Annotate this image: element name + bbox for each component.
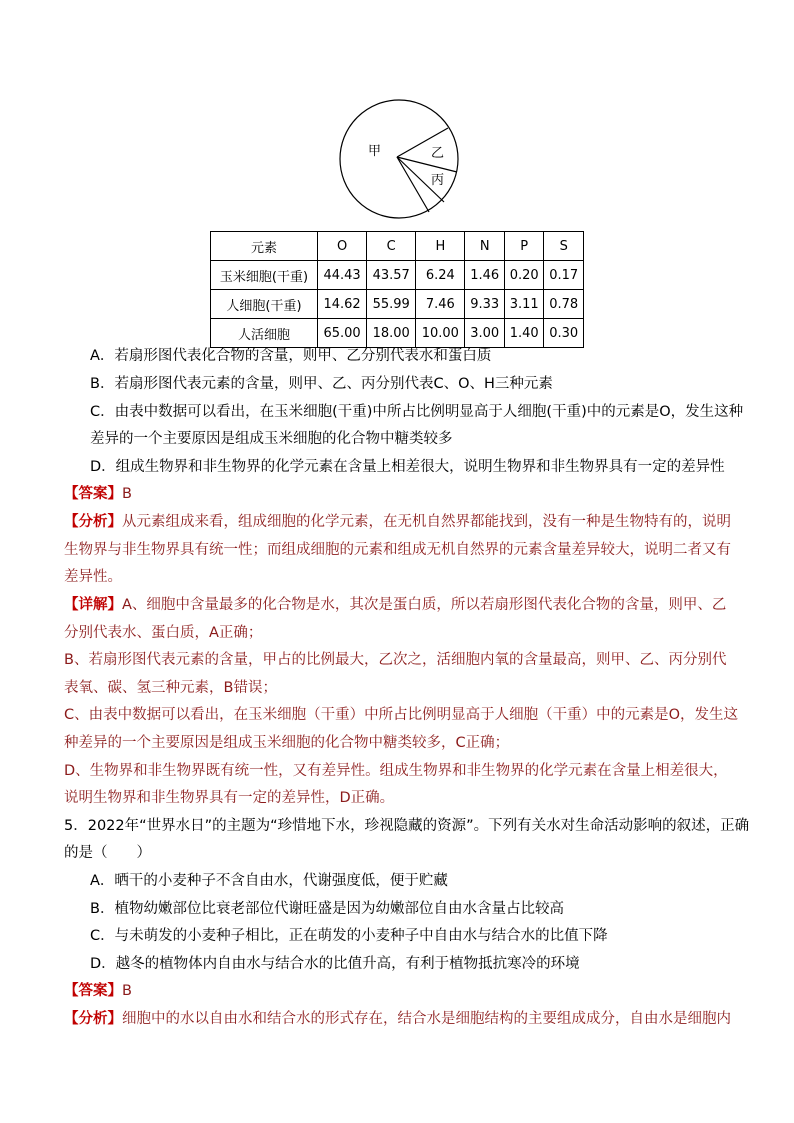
- detail-tag: 【详解】: [64, 597, 122, 613]
- q5-option-c: C．与未萌发的小麦种子相比，正在萌发的小麦种子中自由水与结合水的比值下降: [90, 928, 608, 944]
- table-cell: 3.00: [465, 319, 505, 348]
- table-row: [211, 290, 584, 319]
- table-cell: 9.33: [465, 290, 505, 319]
- q4-analysis-line-2: 生物界与非生物界具有统一性；而组成细胞的元素和组成无机自然界的元素含量差异较大，说明二者又有: [64, 542, 731, 558]
- table-row: [211, 261, 584, 290]
- q5-option-d: D．越冬的植物体内自由水与结合水的比值升高，有利于植物抵抗寒冷的环境: [90, 956, 580, 972]
- q4-option-d: D．组成生物界和非生物界的化学元素在含量上相差很大，说明生物界和非生物界具有一定的差异性: [90, 459, 725, 475]
- answer-tag: 【答案】: [64, 983, 122, 999]
- table-cell: 7.46: [416, 290, 465, 319]
- table-cell: 44.43: [318, 261, 367, 290]
- pie-divider-4: [397, 157, 429, 212]
- q4-option-c-cont: 差异的一个主要原因是组成玉米细胞的化合物中糖类较多: [90, 431, 453, 447]
- q5-option-a: A．晒干的小麦种子不含自由水，代谢强度低，便于贮藏: [90, 873, 448, 889]
- table-cell: 0.78: [544, 290, 584, 319]
- q5-option-b: B．植物幼嫩部位比衰老部位代谢旺盛是因为幼嫩部位自由水含量占比较高: [90, 901, 564, 917]
- q4-analysis: [64, 511, 731, 533]
- q4-answer: [64, 483, 132, 505]
- q4-detail-line-6: 种差异的一个主要原因是组成玉米细胞的化合物中糖类较多，C正确；: [64, 735, 510, 751]
- table-header-cell: O: [318, 232, 367, 261]
- pie-label-yi: 乙: [431, 146, 445, 161]
- q4-detail-line-2: 分别代表水、蛋白质，A正确；: [64, 625, 263, 641]
- table-header-cell: C: [367, 232, 416, 261]
- table-cell: 3.11: [504, 290, 544, 319]
- table-header-cell: P: [504, 232, 544, 261]
- table-cell: 43.57: [367, 261, 416, 290]
- table-cell: 6.24: [416, 261, 465, 290]
- table-header-cell: H: [416, 232, 465, 261]
- table-cell: 人活细胞: [211, 319, 318, 348]
- q4-analysis-line-3: 差异性。: [64, 569, 122, 585]
- q4-option-a: A．若扇形图代表化合物的含量，则甲、乙分别代表水和蛋白质: [90, 348, 492, 364]
- q4-detail-line-7: D、生物界和非生物界既有统一性，又有差异性。组成生物界和非生物界的化学元素在含量上相差很大，: [64, 763, 728, 779]
- detail-text: A、细胞中含量最多的化合物是水，其次是蛋白质，所以若扇形图代表化合物的含量，则甲、乙: [122, 597, 727, 613]
- table-header-cell: N: [465, 232, 505, 261]
- pie-divider-2: [397, 157, 457, 172]
- table-cell: 0.17: [544, 261, 584, 290]
- q5-stem-line-2: 的是（ ）: [64, 845, 151, 861]
- analysis-tag: 【分析】: [64, 514, 122, 530]
- q4-detail-line-5: C、由表中数据可以看出，在玉米细胞（干重）中所占比例明显高于人细胞（干重）中的元素是O，发生这: [64, 707, 739, 723]
- table-header-cell: S: [544, 232, 584, 261]
- analysis-text: 从元素组成来看，组成细胞的化学元素，在无机自然界都能找到，没有一种是生物特有的，说明: [122, 514, 731, 530]
- element-content-table: [210, 231, 584, 348]
- analysis-tag: 【分析】: [64, 1011, 122, 1027]
- table-cell: 0.20: [504, 261, 544, 290]
- table-header-cell: 元素: [211, 232, 318, 261]
- pie-label-bing: 丙: [431, 173, 445, 188]
- table-cell: 55.99: [367, 290, 416, 319]
- q4-detail-line-8: 说明生物界和非生物界具有一定的差异性，D正确。: [64, 790, 395, 806]
- table-cell: 65.00: [318, 319, 367, 348]
- q4-option-b: B．若扇形图代表元素的含量，则甲、乙、丙分别代表C、O、H三种元素: [90, 376, 553, 392]
- table-cell: 18.00: [367, 319, 416, 348]
- pie-figure: [338, 98, 460, 220]
- q4-detail: [64, 594, 726, 616]
- answer-value: B: [122, 983, 132, 999]
- table-cell: 10.00: [416, 319, 465, 348]
- pie-label-jia: 甲: [368, 144, 382, 159]
- table-cell: 1.46: [465, 261, 505, 290]
- q5-answer: [64, 980, 132, 1002]
- table-cell: 1.40: [504, 319, 544, 348]
- table-cell: 玉米细胞(干重): [211, 261, 318, 290]
- q5-stem: 5．2022年“世界水日”的主题为“珍惜地下水，珍视隐藏的资源”。下列有关水对生命活动影响的叙述，正确: [64, 818, 750, 834]
- table-header-row: [211, 232, 584, 261]
- q4-option-c: C．由表中数据可以看出，在玉米细胞(干重)中所占比例明显高于人细胞(干重)中的元素是O，发生这种: [90, 404, 744, 420]
- answer-tag: 【答案】: [64, 486, 122, 502]
- analysis-text: 细胞中的水以自由水和结合水的形式存在，结合水是细胞结构的主要组成成分，自由水是细胞内: [122, 1011, 731, 1027]
- q5-analysis: [64, 1008, 731, 1030]
- q4-detail-line-3: B、若扇形图代表元素的含量，甲占的比例最大，乙次之，活细胞内氧的含量最高，则甲、乙、丙分别代: [64, 652, 727, 668]
- answer-value: B: [122, 486, 132, 502]
- table-cell: 人细胞(干重): [211, 290, 318, 319]
- q4-detail-line-4: 表氧、碳、氢三种元素，B错误；: [64, 680, 277, 696]
- table-cell: 14.62: [318, 290, 367, 319]
- table-row: [211, 319, 584, 348]
- table-cell: 0.30: [544, 319, 584, 348]
